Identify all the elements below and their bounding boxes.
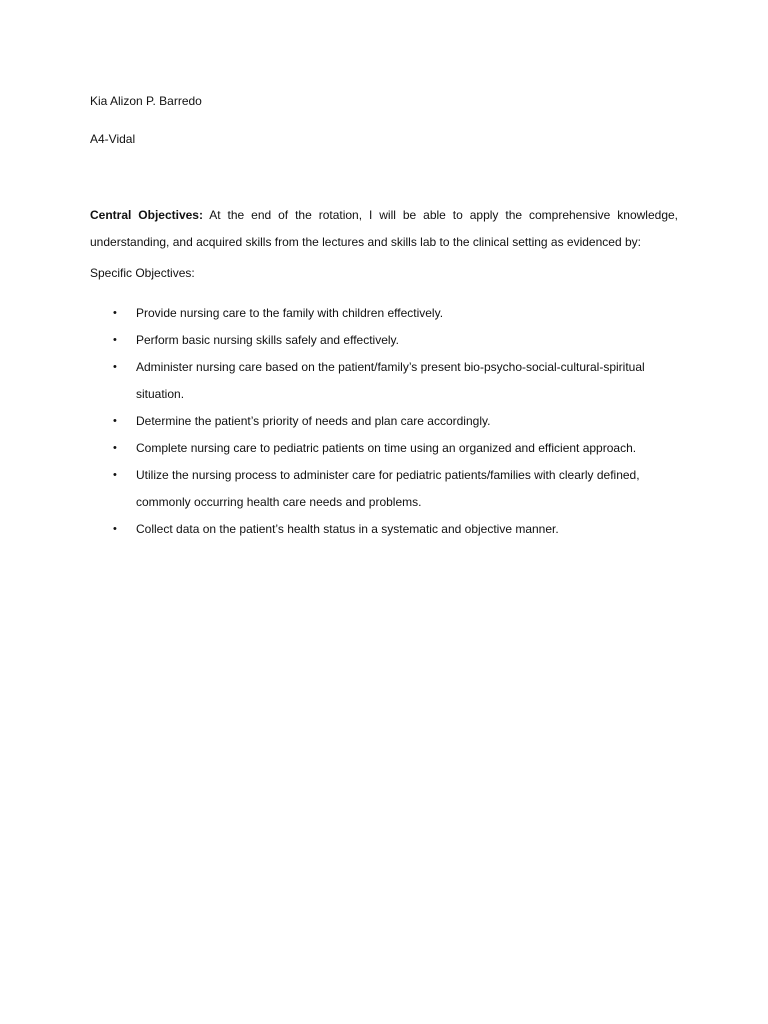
objective-text: Administer nursing care based on the patient/family’s present bio-psycho-social-cultural-spiritual situation. xyxy=(136,360,645,401)
objective-item xyxy=(90,300,690,327)
objective-item xyxy=(90,408,690,435)
bullet-icon: • xyxy=(113,415,117,427)
objective-item xyxy=(90,516,690,543)
bullet-icon: • xyxy=(113,442,117,454)
objective-text: Determine the patient’s priority of needs and plan care accordingly. xyxy=(136,414,491,428)
specific-objectives-list xyxy=(90,300,690,543)
objective-item xyxy=(90,354,690,408)
bullet-icon: • xyxy=(113,523,117,535)
bullet-icon: • xyxy=(113,334,117,346)
bullet-icon: • xyxy=(113,361,117,373)
objective-text: Complete nursing care to pediatric patients on time using an organized and efficient approach. xyxy=(136,441,637,455)
central-objectives-text: At the end of the rotation, I will be able to apply the comprehensive knowledge, understanding, and acquired skills from the lectures and skills lab to the clinical setting as evidenced by: xyxy=(90,208,679,249)
bullet-icon: • xyxy=(113,469,117,481)
objective-item xyxy=(90,435,690,462)
objective-text: Utilize the nursing process to administer care for pediatric patients/families with clearly defined, commonly occurring health care needs and problems. xyxy=(136,468,640,509)
objective-text: Collect data on the patient’s health status in a systematic and objective manner. xyxy=(136,522,559,536)
objective-item xyxy=(90,327,690,354)
central-objectives-paragraph xyxy=(90,202,678,256)
section-name: A4-Vidal xyxy=(90,132,136,146)
specific-objectives-heading: Specific Objectives: xyxy=(90,266,195,280)
objective-text: Perform basic nursing skills safely and effectively. xyxy=(136,333,399,347)
author-name: Kia Alizon P. Barredo xyxy=(90,94,202,108)
central-objectives-label: Central Objectives: xyxy=(90,208,203,222)
bullet-icon: • xyxy=(113,307,117,319)
objective-text: Provide nursing care to the family with children effectively. xyxy=(136,306,444,320)
objective-item xyxy=(90,462,690,516)
